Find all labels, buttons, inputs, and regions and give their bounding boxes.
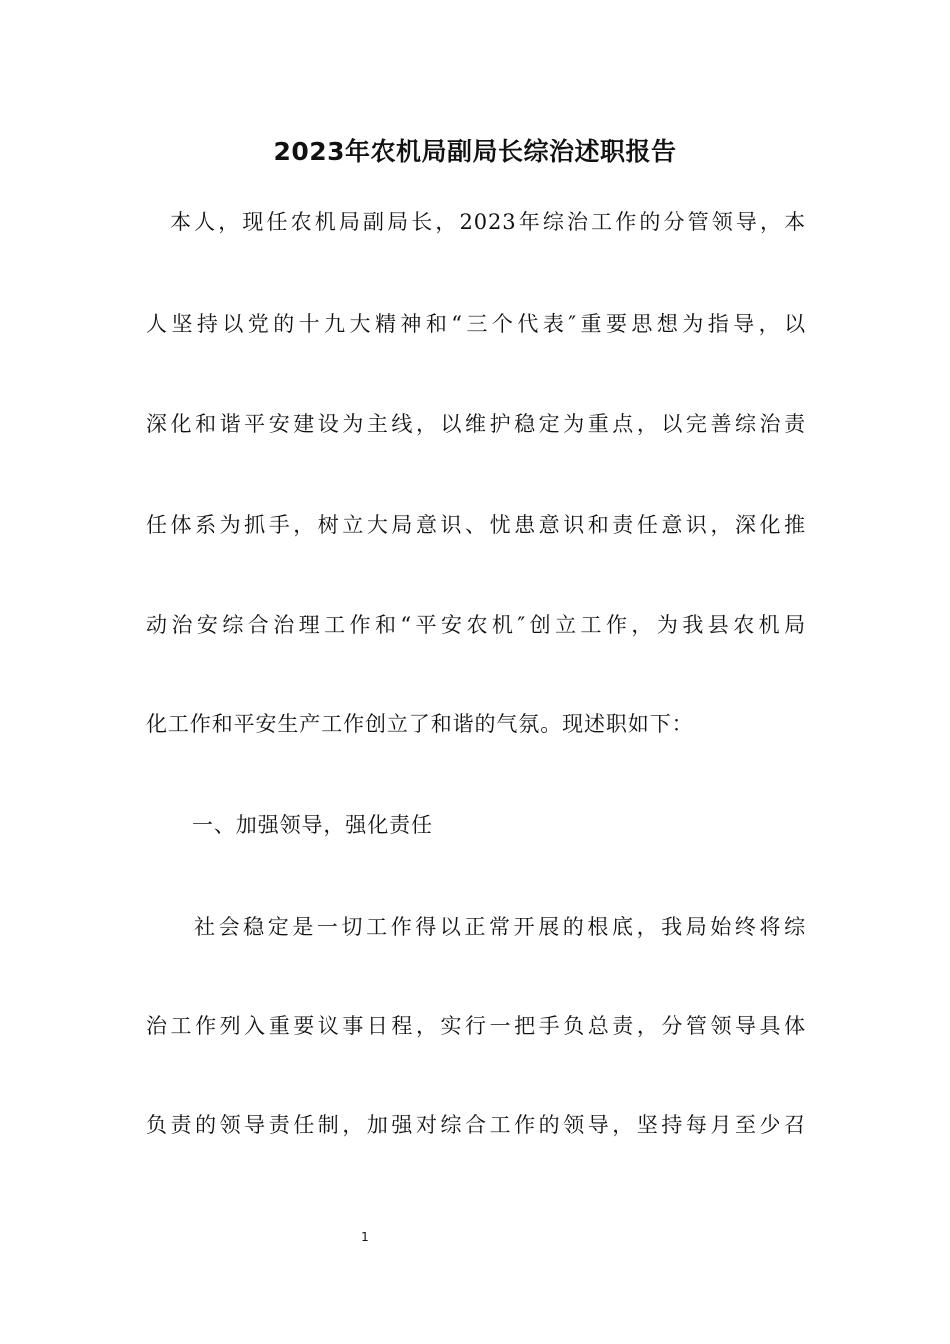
- page-number: 1: [361, 1230, 369, 1244]
- paragraph-line: 本人，现任农机局副局长，2023年综治工作的分管领导，本: [170, 210, 806, 234]
- section-heading: 一、加强领导，强化责任: [192, 813, 433, 837]
- paragraph-line: 治工作列入重要议事日程，实行一把手负总责，分管领导具体: [146, 1014, 806, 1038]
- paragraph-line: 深化和谐平安建设为主线，以维护稳定为重点，以完善综治责: [146, 412, 806, 436]
- paragraph-line: 人坚持以党的十九大精神和“三个代表″重要思想为指导，以: [146, 312, 806, 336]
- paragraph-line: 动治安综合治理工作和“平安农机″创立工作，为我县农机局: [146, 613, 806, 637]
- paragraph-line: 任体系为抓手，树立大局意识、忧患意识和责任意识，深化推: [146, 513, 806, 537]
- document-title: 2023年农机局副局长综治述职报告: [273, 137, 677, 166]
- paragraph-line: 化工作和平安生产工作创立了和谐的气氛。现述职如下：: [146, 712, 694, 736]
- paragraph-line: 负责的领导责任制，加强对综合工作的领导，坚持每月至少召: [146, 1113, 806, 1137]
- paragraph-line: 社会稳定是一切工作得以正常开展的根底，我局始终将综: [194, 915, 806, 939]
